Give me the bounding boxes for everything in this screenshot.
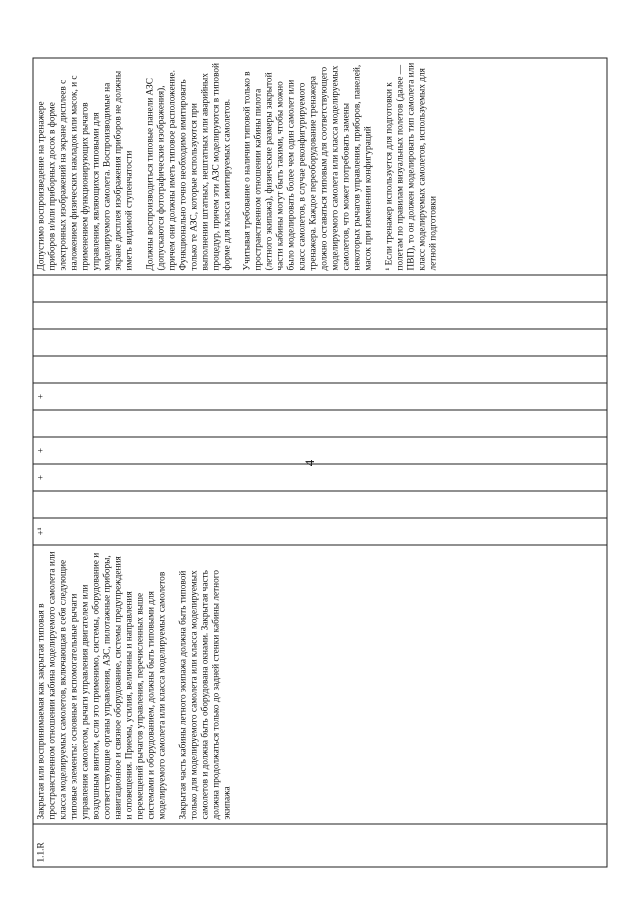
note-paragraph-1: Допустимо воспроизведение на тренажере приборов и/или приборных досок в форме электронных изображений на экране дисплеев с наложением физических накладок или масок, и с применением функционирующих рычагов управления, являющихся типовыми для моделируемого самолета. Воспроизводимые на экране дисплея изображения приборов не должны иметь видимой ступенчатости: [36, 70, 135, 271]
note-paragraph-3: Учитывая требование о наличии типовой только в пространственном отношении кабины пилота (летного экипажа), физические размеры закрытой части кабины могут быть такими, чтобы можно было моделировать более чем один самолет или класс самолетов, в случае реконфигурируемого тренажера. Каждое переоборудование тренажера должно оставаться типовым для соответствующего моделируемого самолета или класса моделируемых самолетов, что может потребовать замены некоторых рычагов управления, приборов, панелей, масок при изменении конфигураций: [242, 64, 374, 271]
page-number: 4: [302, 459, 317, 467]
requirement-cell: [33, 545, 607, 824]
mark-cell-9: [33, 302, 607, 329]
note-paragraph-4: ¹ Если тренажер используется для подготовки к полетам по правилам визуальных полетов (далее — ПВП), то он должен моделировать тип самолета или класс моделируемых самолетов, используемых для летной подготовки: [384, 62, 439, 271]
mark-cell-4: +: [33, 437, 607, 464]
requirement-paragraph-1: Закрытая или воспринимаемая как закрытая типовая в пространственном отношении кабина моделируемого самолета или класса моделируемых самолетов, включающая в себя следующие типовые элементы: основные и вспомогательные рычаги управления самолетом, рычаги управления двигателем или воздушным винтом, если это применимо, системы, оборудование и соответствующие органы управления, АЗС, пилотажные приборы, навигационное и связное оборудование, системы предупреждения и оповещения. Приемы, усилия, величины и направления перемещений рычагов управления, перечисленных выше системами и оборудованием, должны быть типовыми для моделируемого самолета или класса моделируемых самолетов: [36, 551, 168, 820]
table-row: [33, 58, 607, 867]
mark-cell-7: [33, 356, 607, 383]
requirements-table: [33, 58, 608, 868]
mark-cell-8: [33, 329, 607, 356]
mark-cell-10: [33, 275, 607, 302]
mark-cell-3: +: [33, 464, 607, 491]
mark-cell-6: +: [33, 383, 607, 410]
mark-cell-5: [33, 410, 607, 437]
requirement-paragraph-2: Закрытая часть кабины летного экипажа должна быть типовой только для моделируемого самолета или класса моделируемых самолетов и должна быть оборудована окнами. Закрытая часть должна продолжаться только до задней стенки кабины летного экипажа: [178, 569, 232, 820]
mark-cell-2: [33, 491, 607, 518]
row-code: 1.1.R: [33, 824, 607, 867]
mark-cell-1: +¹: [33, 518, 607, 545]
note-paragraph-2: Должны воспроизводиться типовые панели АЗС (допускаются фотографические изображения), причем они должны иметь типовое расположение. Функционально точно необходимо имитировать только те АЗС, которые используются при выполнении штатных, нештатных или аварийных процедур, причем эти АЗС моделируются в типовой форме для класса имитируемых самолетов.: [145, 62, 232, 271]
note-cell: [33, 58, 607, 275]
rotated-table-container: [33, 58, 608, 868]
